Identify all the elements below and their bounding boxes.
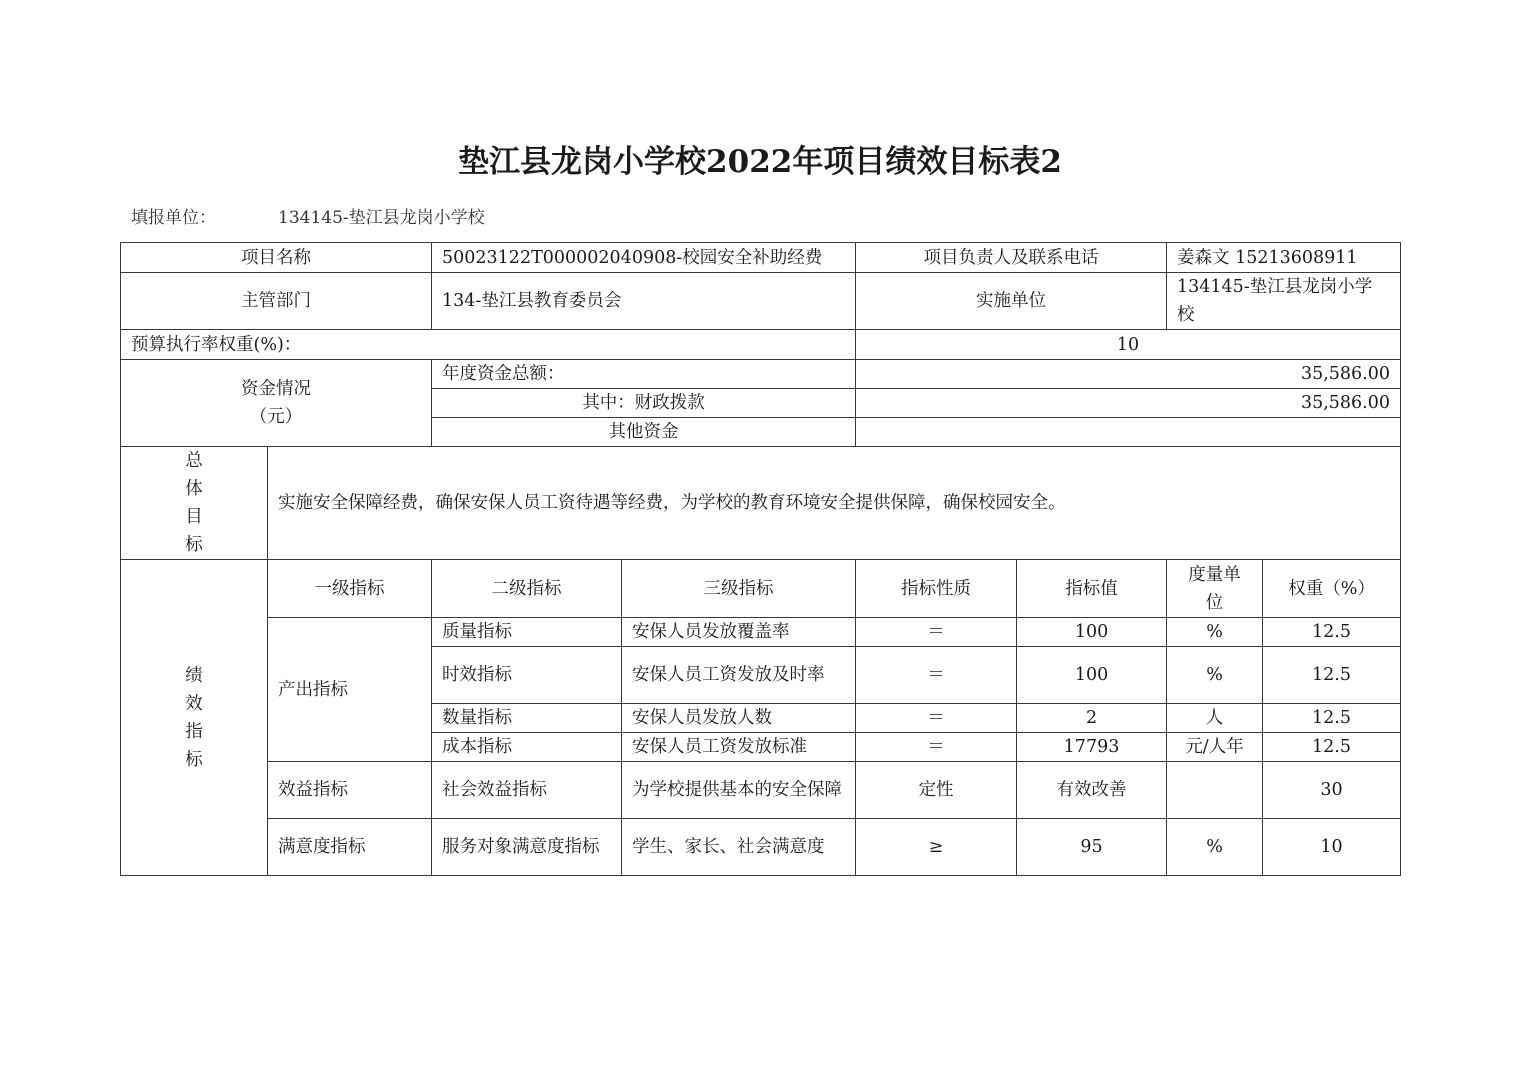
funds-other-label: 其他资金: [432, 418, 856, 447]
header-unit: [1167, 560, 1263, 618]
funds-fiscal-label: 其中：财政拨款: [432, 389, 856, 418]
perf-label: [121, 560, 268, 876]
row-level3: 安保人员发放覆盖率: [622, 618, 856, 647]
impl-value: [1167, 273, 1401, 330]
row-level3: 安保人员工资发放标准: [622, 733, 856, 762]
header-level2: 二级指标: [432, 560, 622, 618]
page-title: 垫江县龙岗小学校2022年项目绩效目标表2: [458, 144, 1062, 180]
row-weight: 12.5: [1263, 704, 1401, 733]
row-unit: [1167, 762, 1263, 819]
goal-label-char: 总: [185, 451, 203, 471]
row-weight: 30: [1263, 762, 1401, 819]
performance-table: [120, 242, 1401, 876]
row-weight: 12.5: [1263, 618, 1401, 647]
funds-total-label: 年度资金总额：: [432, 360, 856, 389]
row-value: 有效改善: [1017, 762, 1167, 819]
project-name-value: 50023122T000002040908-校园安全补助经费: [432, 243, 856, 273]
row-weight: 10: [1263, 819, 1401, 876]
project-name-row: [121, 243, 1401, 273]
overall-goal-row: [121, 447, 1401, 560]
row-level3: 为学校提供基本的安全保障: [622, 762, 856, 819]
budget-rate-row: [121, 330, 1401, 360]
row-value: 100: [1017, 618, 1167, 647]
row-value: 95: [1017, 819, 1167, 876]
fill-unit-label: 填报单位：: [131, 208, 216, 228]
header-level3: 三级指标: [622, 560, 856, 618]
perf-label-char: 效: [185, 693, 203, 714]
row-weight: 12.5: [1263, 647, 1401, 704]
fill-unit-value: 134145-垫江县龙岗小学校: [278, 208, 485, 228]
row-level1: 效益指标: [268, 762, 432, 819]
output-indicator-label: 产出指标: [268, 618, 432, 762]
overall-goal-label: [121, 447, 268, 560]
contact-value: 姜森文 15213608911: [1167, 243, 1401, 273]
impl-value-line2: 校: [1177, 305, 1195, 325]
row-unit: 元/人年: [1167, 733, 1263, 762]
row-value: 2: [1017, 704, 1167, 733]
goal-label-char: 目: [185, 507, 203, 527]
perf-label-char: 绩: [185, 665, 203, 686]
overall-goal-text: 实施安全保障经费，确保安保人员工资待遇等经费，为学校的教育环境安全提供保障，确保校园安全。: [268, 447, 1401, 560]
row-weight: 12.5: [1263, 733, 1401, 762]
funds-total-value: 35,586.00: [856, 360, 1401, 389]
dept-label: 主管部门: [121, 273, 432, 330]
row-level2: 成本指标: [432, 733, 622, 762]
goal-label-char: 标: [185, 535, 203, 555]
funds-label: [121, 360, 432, 447]
row-level3: 学生、家长、社会满意度: [622, 819, 856, 876]
row-level1: 满意度指标: [268, 819, 432, 876]
funds-other-value: [856, 418, 1401, 447]
row-nature: ＝: [856, 733, 1017, 762]
row-nature: ＝: [856, 647, 1017, 704]
row-unit: %: [1167, 618, 1263, 647]
row-nature: 定性: [856, 762, 1017, 819]
perf-header-row: [121, 560, 1401, 618]
header-unit-line2: 位: [1205, 592, 1224, 613]
row-level2: 时效指标: [432, 647, 622, 704]
row-unit: 人: [1167, 704, 1263, 733]
row-level2: 质量指标: [432, 618, 622, 647]
row-level2: 数量指标: [432, 704, 622, 733]
header-level1: 一级指标: [268, 560, 432, 618]
perf-label-char: 指: [185, 721, 203, 742]
perf-label-char: 标: [185, 749, 203, 770]
fill-unit-line: [131, 203, 485, 228]
funds-label-line1: 资金情况: [241, 379, 311, 399]
funds-total-row: [121, 360, 1401, 389]
row-unit: %: [1167, 819, 1263, 876]
goal-label-char: 体: [185, 479, 203, 499]
department-row: [121, 273, 1401, 330]
row-level2: 服务对象满意度指标: [432, 819, 622, 876]
row-nature: ＝: [856, 618, 1017, 647]
funds-label-line2: （元）: [249, 407, 303, 427]
row-value: 100: [1017, 647, 1167, 704]
row-level3: 安保人员工资发放及时率: [622, 647, 856, 704]
contact-label: 项目负责人及联系电话: [856, 243, 1167, 273]
table-row: [121, 762, 1401, 819]
row-level3: 安保人员发放人数: [622, 704, 856, 733]
header-value: 指标值: [1017, 560, 1167, 618]
row-nature: ＝: [856, 704, 1017, 733]
header-unit-line1: 度量单: [1188, 564, 1241, 585]
row-value: 17793: [1017, 733, 1167, 762]
table-row: [121, 618, 1401, 647]
header-nature: 指标性质: [856, 560, 1017, 618]
row-level2: 社会效益指标: [432, 762, 622, 819]
budget-rate-label: 预算执行率权重(%)：: [121, 330, 856, 360]
impl-label: 实施单位: [856, 273, 1167, 330]
table-row: [121, 819, 1401, 876]
row-nature: ≥: [856, 819, 1017, 876]
impl-value-line1: 134145-垫江县龙岗小学: [1177, 277, 1373, 297]
header-weight: 权重（%）: [1263, 560, 1401, 618]
funds-fiscal-value: 35,586.00: [856, 389, 1401, 418]
project-name-label: 项目名称: [121, 243, 432, 273]
dept-value: 134-垫江县教育委员会: [432, 273, 856, 330]
budget-rate-value: 10: [856, 330, 1401, 360]
row-unit: %: [1167, 647, 1263, 704]
